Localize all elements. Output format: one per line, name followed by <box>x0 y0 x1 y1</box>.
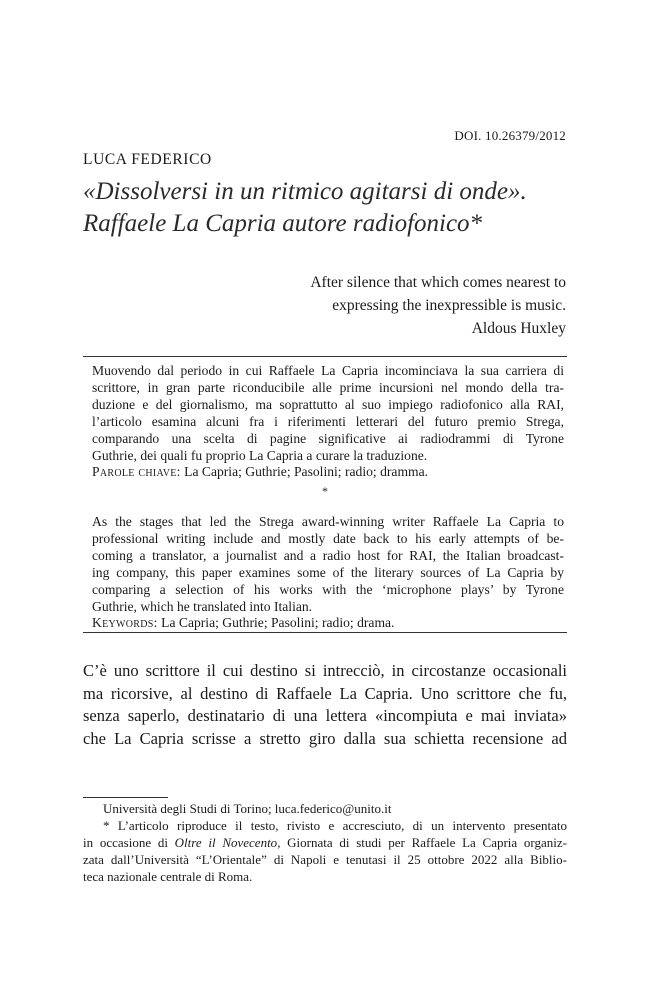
section-separator: * <box>322 484 328 498</box>
abstract-line: comparing a selection of his works with the ‘microphone plays’ by Tyrone <box>92 581 564 597</box>
epigraph <box>186 271 566 340</box>
body-line: che La Capria scrisse a stretto giro dalla sua schietta recensione ad <box>83 728 567 748</box>
body-text <box>83 660 567 750</box>
abstract-line: coming a translator, a journalist and a radio host for RAI, the Italian broadcast- <box>92 547 564 563</box>
footnote-text: in occasione di <box>83 835 175 850</box>
epigraph-line: expressing the inexpressible is music. <box>332 297 566 314</box>
keywords-text: La Capria; Guthrie; Pasolini; radio; dramma. <box>180 464 429 480</box>
abstract-line: l’articolo esamina alcuni fra i riferimenti letterari del futuro premio Strega, <box>92 413 564 429</box>
abstract-line: professional writing include and mostly date back to his early attempts of be- <box>92 530 564 546</box>
abstract-english <box>92 514 564 632</box>
body-line: ma ricorsive, al destino di Raffaele La Capria. Uno scrittore che fu, <box>83 683 567 703</box>
abstract-line: Muovendo dal periodo in cui Raffaele La Capria incominciava la sua carriera di <box>92 363 564 378</box>
footnote-italic-title: Oltre il Novecento <box>174 835 278 850</box>
abstract-line: duzione e del giornalismo, ma soprattutto al suo impiego radiofonico alla RAI, <box>92 396 564 412</box>
abstract-line: Guthrie, dei quali fu proprio La Capria a curare la traduzione. <box>92 447 428 463</box>
title-line: «Dissolversi in un ritmico agitarsi di onde». <box>83 178 527 205</box>
abstract-line: scrittore, in gran parte riconducibile alle prime incursioni nel mondo della tra- <box>92 379 564 395</box>
author-name: LUCA FEDERICO <box>83 151 212 168</box>
abstract-line: ing company, this paper examines some of the literary sources of La Capria by <box>92 564 564 580</box>
footnote-affiliation: Università degli Studi di Torino; luca.federico@unito.it <box>103 801 392 816</box>
abstract-italian <box>92 363 564 481</box>
abstract-line: comparando una scelta di pagine significative ai radiodrammi di Tyrone <box>92 430 564 446</box>
abstract-bottom-rule <box>83 632 567 633</box>
keywords-label: Keywords: <box>92 615 158 631</box>
footnotes <box>83 800 567 885</box>
footnote-line: * L’articolo riproduce il testo, rivisto e accresciuto, di un intervento presentato <box>103 818 567 833</box>
keywords-line <box>92 464 564 481</box>
footnote-line <box>83 834 567 851</box>
abstract-top-rule <box>83 356 567 357</box>
keywords-text: La Capria; Guthrie; Pasolini; radio; drama. <box>157 615 395 631</box>
footnote-text: , Giornata di studi per Raffaele La Capria organiz- <box>277 835 567 850</box>
title-line: Raffaele La Capria autore radiofonico* <box>83 210 483 237</box>
footnote-rule <box>83 797 168 798</box>
epigraph-attribution: Aldous Huxley <box>471 320 566 337</box>
article-title <box>83 176 583 240</box>
abstract-line: Guthrie, which he translated into Italian. <box>92 598 313 614</box>
body-line: senza saperlo, destinatario di una lettera «incompiuta e mai inviata» <box>83 706 567 726</box>
doi-label: DOI. 10.26379/2012 <box>454 128 566 143</box>
body-line: C’è uno scrittore il cui destino si intrecciò, in circostanze occasionali <box>83 661 567 680</box>
footnote-line: teca nazionale centrale di Roma. <box>83 869 253 884</box>
keywords-line <box>92 615 564 632</box>
footnote-line: zata dall’Università “L’Orientale” di Napoli e tenutasi il 25 ottobre 2022 alla Biblio- <box>83 852 567 867</box>
keywords-label: Parole chiave: <box>92 464 181 480</box>
epigraph-line: After silence that which comes nearest to <box>310 274 566 291</box>
abstract-line: As the stages that led the Strega award-winning writer Raffaele La Capria to <box>92 514 564 529</box>
